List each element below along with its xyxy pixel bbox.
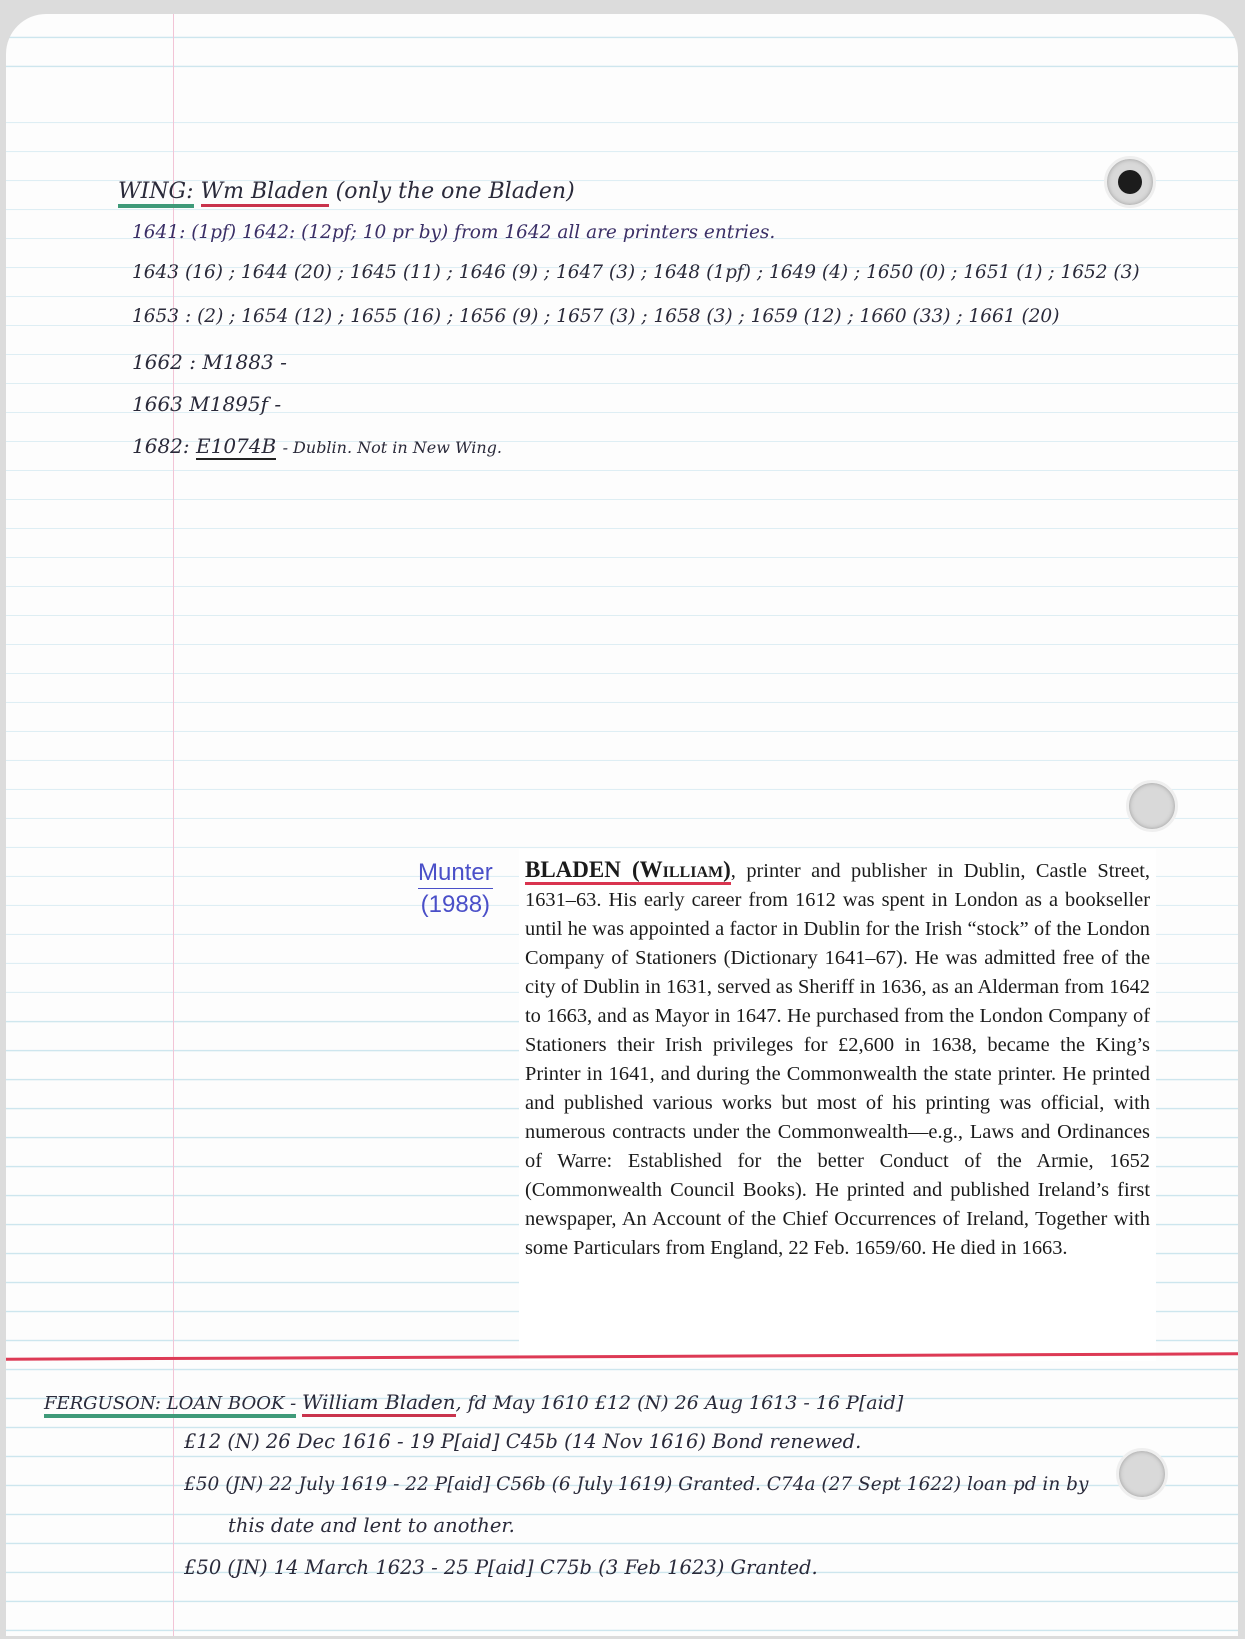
wing-name: Wm Bladen bbox=[201, 179, 329, 207]
wing-1682-note: - Dublin. Not in New Wing. bbox=[282, 438, 502, 457]
wing-line-5: 1663 M1895f - bbox=[132, 392, 282, 416]
wing-line-4: 1662 : M1883 - bbox=[132, 350, 287, 374]
annotation-year: (1988) bbox=[420, 891, 491, 918]
ferguson-line-1-rest: , fd May 1610 £12 (N) 26 Aug 1613 - 16 P[aid] bbox=[455, 1392, 904, 1414]
clipping-forename: (William) bbox=[631, 857, 731, 882]
wing-line-3: 1653 : (2) ; 1654 (12) ; 1655 (16) ; 1656 (9) ; 1657 (3) ; 1658 (3) ; 1659 (12) ; 1660 (33) ; 1661 (20) bbox=[132, 306, 1060, 327]
wing-1682-year: 1682: bbox=[132, 434, 190, 458]
ferguson-line-3: £50 (JN) 22 July 1619 - 22 P[aid] C56b (6 July 1619) Granted. C74a (27 Sept 1622) loan pd in by bbox=[184, 1474, 1089, 1495]
ferguson-line-4: this date and lent to another. bbox=[228, 1514, 515, 1537]
clipping-headword bbox=[525, 857, 731, 885]
clipping-body: , printer and publisher in Dublin, Castle Street, 1631–63. His early career from 1612 was spent in London as a bookseller until he was appointed a factor in Dublin for the Irish “stock” of the London Company of Stationers (Dictionary 1641–67). He was admitted free of the city of Dublin in 1631, served as Sheriff in 1636, as an Alderman from 1642 to 1663, and as Mayor in 1647. He purchased from the London Company of Stationers their Irish privileges for £2,600 in 1638, became the King’s Printer in 1641, and during the Commonwealth the state printer. He printed and published various works but most of his printing was official, with numerous contracts under the Commonwealth—e.g., Laws and Ordinances of Warre: Established for the better Conduct of the Armie, 1652 (Commonwealth Council Books). He printed and published Ireland’s first newspaper, An Account of the Chief Occurrences of Ireland, Together with some Particulars from England, 22 Feb. 1659/60. He died in 1663. bbox=[525, 860, 1151, 1259]
wing-note: (only the one Bladen) bbox=[335, 179, 575, 204]
munter-annotation bbox=[418, 857, 493, 920]
punch-hole-bottom bbox=[1116, 1448, 1168, 1500]
ferguson-label: FERGUSON: LOAN BOOK - bbox=[44, 1393, 296, 1418]
clipping-surname: BLADEN bbox=[525, 857, 621, 882]
wing-heading bbox=[118, 179, 575, 204]
wing-line-1682 bbox=[132, 434, 502, 458]
punch-hole-middle bbox=[1126, 780, 1178, 832]
wing-1682-ref: E1074B bbox=[196, 434, 277, 458]
notebook-page bbox=[6, 14, 1238, 1636]
show-through-text bbox=[424, 56, 784, 114]
dictionary-clipping bbox=[519, 849, 1156, 1361]
ferguson-heading bbox=[44, 1390, 903, 1414]
ferguson-line-5: £50 (JN) 14 March 1623 - 25 P[aid] C75b (3 Feb 1623) Granted. bbox=[184, 1556, 818, 1579]
wing-label: WING: bbox=[118, 179, 194, 208]
ferguson-name: William Bladen bbox=[302, 1390, 456, 1417]
wing-line-1: 1641: (1pf) 1642: (12pf; 10 pr by) from 1642 all are printers entries. bbox=[132, 222, 776, 243]
wing-line-2: 1643 (16) ; 1644 (20) ; 1645 (11) ; 1646 (9) ; 1647 (3) ; 1648 (1pf) ; 1649 (4) ; 1650 (0) ; 1651 (1) ; 1652 (3) bbox=[132, 262, 1140, 283]
punch-hole-top bbox=[1104, 156, 1156, 208]
annotation-source: Munter bbox=[418, 857, 493, 889]
ferguson-line-2: £12 (N) 26 Dec 1616 - 19 P[aid] C45b (14 Nov 1616) Bond renewed. bbox=[184, 1430, 862, 1453]
